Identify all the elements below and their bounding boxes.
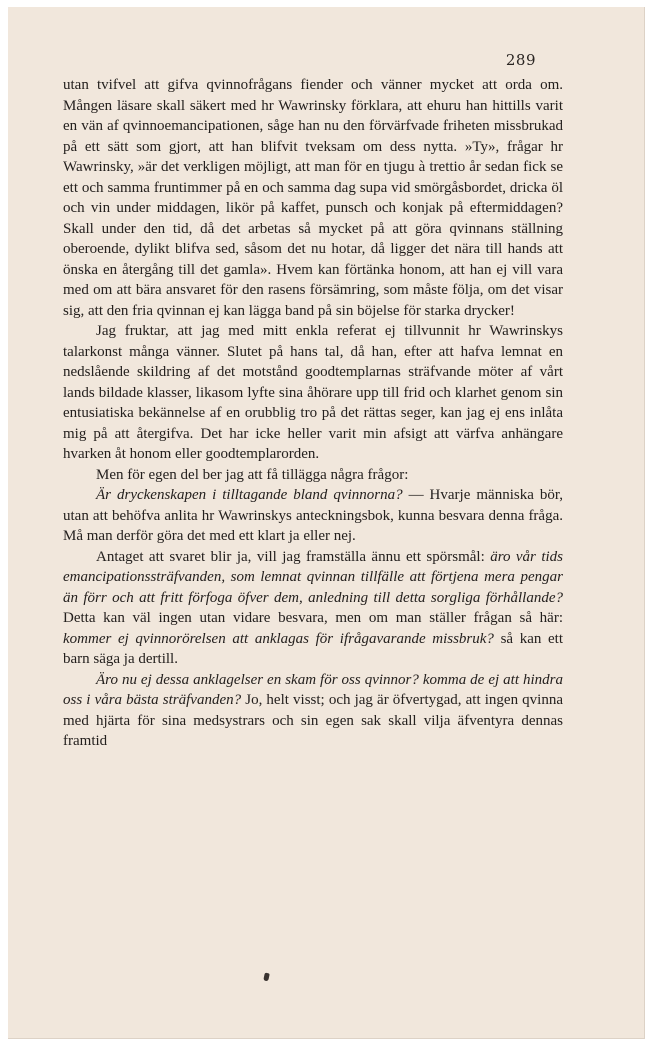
paragraph-4-rest: — Hvarje människa bör, utan att behöfva anlita hr Wawrinskys anteckningsbok, kunna besvara denna fråga. Må man derför göra det med ett klart ja eller nej. [63,487,563,544]
paragraph-5 [63,547,563,670]
book-page [8,7,645,1039]
paragraph-6-rest: Jo, helt visst; och jag är öfvertygad, att ingen qvinna med hjärta för sina medsystrars och sin egen sak skall vilja äfventyra dennas framtid [63,692,564,749]
body-text [63,75,563,752]
paragraph-2: Jag fruktar, att jag med mitt enkla referat ej tillvunnit hr Wawrinskys talarkonst många vänner. Slutet på hans tal, då han, efter att hafva lemnat en nedslående skildring af det motstånd goodtemplarnas sträfvande möter af vårt lands bildade klasser, likasom lyfte sina åhörare upp till frid och klarhet genom sin entusiatiska bekännelse af en orubblig tro på det rättas seger, kan jag ej ens inlåta mig på att återgifva. Det har icke heller varit min afsigt att värfva anhängare hvarken åt honom eller goodtemplarorden. [63,323,563,462]
question-italic: Är dryckenskapen i tilltagande bland qvinnorna? [96,487,403,503]
ink-speck [263,973,270,982]
page-number: 289 [505,51,536,69]
paragraph-6 [63,670,563,752]
paragraph-5-mid: Detta kan väl ingen utan vidare besvara, men om man ställer frågan så här: [63,610,563,626]
question-italic: kommer ej qvinnorörelsen att anklagas för ifrågavarande missbruk? [63,630,494,647]
paragraph-3: Men för egen del ber jag att få tillägga några frågor: [96,466,409,483]
question-italic: Äro nu ej dessa anklagelser en skam för oss qvinnor? komma de ej att hindra oss i våra bästa sträfvanden? [63,671,563,708]
paragraph-4 [63,485,563,547]
paragraph-5-end: så kan ett barn säga ja dertill. [63,630,563,667]
question-italic: äro vår tids emancipationssträfvanden, som lemnat qvinnan tillfälle att förtjena mera pengar än förr och att fritt förfoga öfver dem, anledning till detta sorgliga förhållande? [63,548,563,606]
paragraph-1: utan tvifvel att gifva qvinnofrågans fiender och vänner mycket att orda om. Mången läsare skall säkert med hr Wawrinsky förklara, att ehuru han hittills varit en vän af qvinnoemancipationen, såge han nu den förvärfvade friheten missbrukad på ett sätt som gjort, att han blifvit tveksam om dess nytta. »Ty», frågar hr Wawrinsky, »är det verkligen möjligt, att man för en tjugu à trettio år sedan fick se ett och samma fruntimmer på en och samma dag supa vid smörgåsbordet, dricka öl och vin under middagen, likör på kaffet, punsch och konjak på eftermiddagen? Skall under den tid, då det arbetas så mycket på att göra qvinnans ställning oberoende, dylikt blifva sed, såsom det nu hotar, då ligger det nära till hands att önska en återgång till det gamla». Hvem kan förtänka honom, att han ej vill vara med om att bära ansvaret för den rasens försämring, som måste följa, om det visar sig, att den fria qvinnan ej kan lägga band på sin böjelse för starka drycker! [63,77,563,319]
paragraph-5-start: Antaget att svaret blir ja, vill jag framställa ännu ett spörsmål: [96,548,491,565]
